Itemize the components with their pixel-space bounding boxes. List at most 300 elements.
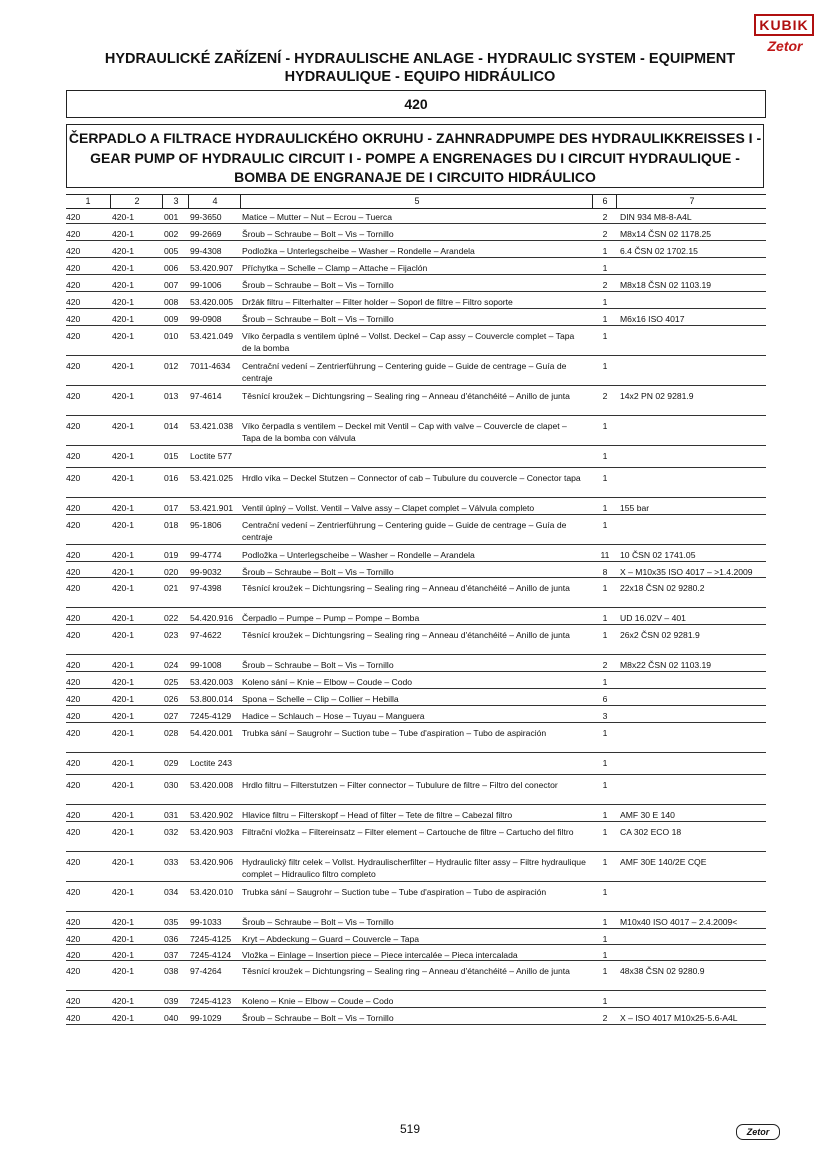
row-cell-group: 420 [66, 758, 81, 768]
row-cell-subgroup: 420-1 [112, 780, 134, 790]
row-divider [66, 497, 766, 498]
row-cell-subgroup: 420-1 [112, 887, 134, 897]
row-divider [66, 928, 766, 929]
row-cell-position: 008 [164, 297, 179, 307]
row-cell-group: 420 [66, 660, 81, 670]
row-cell-description: Hadice – Schlauch – Hose – Tuyau – Manguera [242, 711, 425, 721]
row-cell-position: 032 [164, 827, 179, 837]
row-cell-group: 420 [66, 827, 81, 837]
row-cell-note: M8x18 ČSN 02 1103.19 [620, 280, 712, 290]
table-row [66, 947, 766, 963]
table-row [66, 277, 766, 294]
row-cell-position: 037 [164, 950, 179, 960]
row-cell-quantity: 2 [602, 212, 608, 222]
table-row [66, 884, 766, 914]
row-cell-part-number: 54.420.001 [190, 728, 234, 738]
row-cell-group: 420 [66, 711, 81, 721]
row-cell-part-number: 53.421.025 [190, 473, 234, 483]
row-cell-position: 014 [164, 421, 179, 431]
row-cell-group: 420 [66, 280, 81, 290]
table-row [66, 448, 766, 470]
row-cell-position: 023 [164, 630, 179, 640]
row-divider [66, 445, 766, 446]
table-row [66, 725, 766, 755]
row-cell-position: 039 [164, 996, 179, 1006]
row-cell-subgroup: 420-1 [112, 583, 134, 593]
row-cell-subgroup: 420-1 [112, 421, 134, 431]
row-divider [66, 308, 766, 309]
row-cell-part-number: 99-1029 [190, 1013, 222, 1023]
row-divider [66, 544, 766, 545]
row-cell-subgroup: 420-1 [112, 613, 134, 623]
row-cell-subgroup: 420-1 [112, 229, 134, 239]
row-cell-group: 420 [66, 966, 81, 976]
row-cell-note: M10x40 ISO 4017 – 2.4.2009< [620, 917, 738, 927]
row-cell-quantity: 1 [602, 421, 608, 431]
row-cell-position: 006 [164, 263, 179, 273]
table-row [66, 500, 766, 517]
row-cell-quantity: 1 [602, 314, 608, 324]
row-cell-position: 022 [164, 613, 179, 623]
row-cell-position: 020 [164, 567, 179, 577]
row-cell-quantity: 1 [602, 473, 608, 483]
table-row [66, 418, 766, 448]
page-number: 519 [399, 1122, 421, 1136]
row-cell-description: Centrační vedení – Zentrierführung – Centering guide – Guide de centrage – Guía de centraje [242, 361, 567, 383]
row-cell-quantity: 2 [602, 229, 608, 239]
row-cell-quantity: 1 [602, 263, 608, 273]
row-cell-part-number: 7245-4125 [190, 934, 232, 944]
row-divider [66, 415, 766, 416]
row-divider [66, 671, 766, 672]
row-cell-description: Šroub – Schraube – Bolt – Vis – Tornillo [242, 1013, 394, 1023]
row-divider [66, 990, 766, 991]
row-cell-part-number: 7011-4634 [190, 361, 231, 371]
row-cell-description: Těsnící kroužek – Dichtungsring – Sealing ring – Anneau d'étanchéité – Anillo de junta [242, 583, 570, 593]
row-cell-note: 10 ČSN 02 1741.05 [620, 550, 696, 560]
table-row [66, 358, 766, 388]
row-cell-group: 420 [66, 934, 81, 944]
row-cell-part-number: Loctite 243 [190, 758, 233, 768]
row-cell-part-number: 7245-4123 [190, 996, 232, 1006]
row-cell-subgroup: 420-1 [112, 567, 134, 577]
row-cell-part-number: 53.420.903 [190, 827, 234, 837]
zetor-footer-logo: Zetor [736, 1124, 780, 1140]
row-divider [66, 223, 766, 224]
row-cell-position: 035 [164, 917, 179, 927]
row-cell-group: 420 [66, 887, 81, 897]
row-cell-part-number: 54.420.916 [190, 613, 234, 623]
row-cell-group: 420 [66, 583, 81, 593]
row-cell-part-number: 53.420.902 [190, 810, 234, 820]
row-cell-subgroup: 420-1 [112, 263, 134, 273]
row-cell-subgroup: 420-1 [112, 212, 134, 222]
table-row [66, 824, 766, 854]
row-cell-position: 024 [164, 660, 179, 670]
row-cell-part-number: 53.421.038 [190, 421, 234, 431]
row-cell-subgroup: 420-1 [112, 660, 134, 670]
row-cell-quantity: 1 [602, 810, 608, 820]
row-cell-position: 021 [164, 583, 179, 593]
table-row [66, 807, 766, 824]
row-cell-description: Podložka – Unterlegscheibe – Washer – Rondelle – Arandela [242, 246, 475, 256]
row-cell-note: UD 16.02V – 401 [620, 613, 686, 623]
row-cell-part-number: 53.420.005 [190, 297, 234, 307]
row-divider [66, 624, 766, 625]
row-cell-group: 420 [66, 421, 81, 431]
row-cell-note: 14x2 PN 02 9281.9 [620, 391, 694, 401]
row-cell-position: 001 [164, 212, 179, 222]
row-cell-position: 018 [164, 520, 179, 530]
row-cell-position: 033 [164, 857, 179, 867]
row-cell-part-number: 53.420.003 [190, 677, 234, 687]
row-divider [66, 577, 766, 578]
row-cell-description: Těsnící kroužek – Dichtungsring – Sealing ring – Anneau d'étanchéité – Anillo de junta [242, 966, 570, 976]
page-title [60, 50, 780, 86]
row-cell-quantity: 2 [602, 1013, 608, 1023]
row-cell-quantity: 1 [602, 297, 608, 307]
row-cell-quantity: 1 [602, 451, 608, 461]
row-cell-subgroup: 420-1 [112, 280, 134, 290]
row-divider [66, 325, 766, 326]
column-header-6: 6 [592, 195, 617, 208]
row-cell-part-number: 95-1806 [190, 520, 222, 530]
row-cell-part-number: 53.420.010 [190, 887, 234, 897]
table-row [66, 580, 766, 610]
column-header-4: 4 [188, 195, 241, 208]
row-cell-description: Držák filtru – Filterhalter – Filter holder – Soporl de filtre – Filtro soporte [242, 297, 513, 307]
row-cell-description: Trubka sání – Saugrohr – Suction tube – Tube d'aspiration – Tubo de aspiración [242, 887, 547, 897]
row-cell-part-number: 53.421.901 [190, 503, 234, 513]
row-cell-position: 013 [164, 391, 179, 401]
row-cell-description: Hydraulický filtr celek – Vollst. Hydraulischerfilter – Hydraulic filter assy – Filtre hydraulique complet – Hidraulico filtro completo [242, 857, 586, 879]
row-cell-note: X – ISO 4017 M10x25-5.6-A4L [620, 1013, 738, 1023]
row-cell-description: Hrdlo víka – Deckel Stutzen – Connector of cab – Tubulure du couvercle – Conector tapa [242, 473, 581, 483]
row-cell-description: Hlavice filtru – Filterskopf – Head of filter – Tete de filtre – Cabezal filtro [242, 810, 513, 820]
row-cell-description: Ventil úplný – Vollst. Ventil – Valve assy – Clapet complet – Válvula completo [242, 503, 535, 513]
row-cell-group: 420 [66, 613, 81, 623]
table-row [66, 1010, 766, 1027]
table-row [66, 610, 766, 627]
row-cell-part-number: 97-4622 [190, 630, 222, 640]
row-cell-quantity: 2 [602, 391, 608, 401]
row-cell-note: AMF 30 E 140 [620, 810, 675, 820]
row-divider [66, 960, 766, 961]
row-divider [66, 804, 766, 805]
row-cell-group: 420 [66, 677, 81, 687]
row-cell-quantity: 1 [602, 780, 608, 790]
row-cell-subgroup: 420-1 [112, 361, 134, 371]
row-cell-group: 420 [66, 263, 81, 273]
row-cell-subgroup: 420-1 [112, 550, 134, 560]
row-cell-group: 420 [66, 297, 81, 307]
row-cell-group: 420 [66, 391, 81, 401]
row-cell-subgroup: 420-1 [112, 677, 134, 687]
row-cell-subgroup: 420-1 [112, 1013, 134, 1023]
row-cell-group: 420 [66, 694, 81, 704]
row-cell-note: 22x18 ČSN 02 9280.2 [620, 583, 705, 593]
table-row [66, 708, 766, 725]
row-cell-quantity: 1 [602, 966, 608, 976]
title-line-2: HYDRAULIQUE - EQUIPO HIDRÁULICO [284, 69, 556, 85]
row-cell-position: 029 [164, 758, 179, 768]
row-cell-group: 420 [66, 331, 81, 341]
section-title [66, 124, 764, 188]
row-cell-subgroup: 420-1 [112, 917, 134, 927]
table-row [66, 627, 766, 657]
row-cell-note: 155 bar [620, 503, 650, 513]
row-cell-description: Těsnící kroužek – Dichtungsring – Sealing ring – Anneau d'étanchéité – Anillo de junta [242, 391, 570, 401]
row-cell-quantity: 1 [602, 728, 608, 738]
row-divider [66, 688, 766, 689]
column-header-2: 2 [110, 195, 163, 208]
row-cell-subgroup: 420-1 [112, 996, 134, 1006]
row-cell-note: DIN 934 M8-8-A4L [620, 212, 692, 222]
row-cell-description: Vložka – Einlage – Insertion piece – Piece intercalée – Pieca intercalada [242, 950, 518, 960]
column-header-7: 7 [616, 195, 767, 208]
row-cell-group: 420 [66, 857, 81, 867]
table-row [66, 914, 766, 931]
row-cell-quantity: 2 [602, 280, 608, 290]
row-cell-note: 6.4 ČSN 02 1702.15 [620, 246, 698, 256]
row-cell-position: 025 [164, 677, 179, 687]
row-cell-quantity: 1 [602, 950, 608, 960]
row-cell-note: 48x38 ČSN 02 9280.9 [620, 966, 705, 976]
column-header-row [66, 194, 766, 209]
row-cell-subgroup: 420-1 [112, 246, 134, 256]
row-cell-subgroup: 420-1 [112, 810, 134, 820]
row-cell-group: 420 [66, 503, 81, 513]
row-cell-group: 420 [66, 728, 81, 738]
row-cell-group: 420 [66, 1013, 81, 1023]
table-row [66, 388, 766, 418]
row-cell-subgroup: 420-1 [112, 934, 134, 944]
row-cell-quantity: 1 [602, 758, 608, 768]
row-cell-description: Šroub – Schraube – Bolt – Vis – Tornillo [242, 314, 394, 324]
row-cell-subgroup: 420-1 [112, 451, 134, 461]
row-cell-group: 420 [66, 780, 81, 790]
table-row [66, 547, 766, 564]
table-row [66, 657, 766, 674]
group-number: 420 [66, 90, 766, 118]
row-cell-position: 034 [164, 887, 179, 897]
row-cell-description: Těsnící kroužek – Dichtungsring – Sealing ring – Anneau d'étanchéité – Anillo de junta [242, 630, 570, 640]
row-cell-quantity: 1 [602, 630, 608, 640]
row-divider [66, 561, 766, 562]
row-cell-position: 026 [164, 694, 179, 704]
section-title-line-2: GEAR PUMP OF HYDRAULIC CIRCUIT I - POMPE A ENGRENAGES DU I CIRCUIT HYDRAULIQUE - [90, 149, 740, 166]
table-row [66, 294, 766, 311]
row-cell-part-number: 99-0908 [190, 314, 222, 324]
row-cell-note: X – M10x35 ISO 4017 – >1.4.2009 [620, 567, 753, 577]
row-cell-quantity: 1 [602, 583, 608, 593]
row-cell-position: 015 [164, 451, 179, 461]
row-cell-quantity: 1 [602, 361, 608, 371]
row-cell-subgroup: 420-1 [112, 503, 134, 513]
row-cell-group: 420 [66, 246, 81, 256]
row-cell-group: 420 [66, 567, 81, 577]
row-cell-group: 420 [66, 917, 81, 927]
row-cell-group: 420 [66, 950, 81, 960]
row-cell-position: 002 [164, 229, 179, 239]
row-cell-part-number: 99-1006 [190, 280, 222, 290]
row-cell-subgroup: 420-1 [112, 758, 134, 768]
row-cell-part-number: 97-4398 [190, 583, 222, 593]
row-cell-quantity: 6 [602, 694, 608, 704]
row-divider [66, 291, 766, 292]
row-cell-part-number: 99-4774 [190, 550, 222, 560]
row-cell-quantity: 11 [600, 550, 610, 560]
row-cell-quantity: 8 [602, 567, 608, 577]
row-divider [66, 355, 766, 356]
row-cell-position: 005 [164, 246, 179, 256]
table-row [66, 963, 766, 993]
row-cell-subgroup: 420-1 [112, 728, 134, 738]
row-cell-description: Spona – Schelle – Clip – Collier – Hebilla [242, 694, 399, 704]
row-cell-subgroup: 420-1 [112, 391, 134, 401]
row-cell-part-number: 99-1033 [190, 917, 222, 927]
row-cell-subgroup: 420-1 [112, 297, 134, 307]
section-title-line-3: BOMBA DE ENGRANAJE DE I CIRCUITO HIDRÁULICO [234, 169, 596, 185]
row-cell-subgroup: 420-1 [112, 331, 134, 341]
table-row [66, 470, 766, 500]
row-cell-group: 420 [66, 996, 81, 1006]
row-cell-position: 038 [164, 966, 179, 976]
row-cell-subgroup: 420-1 [112, 857, 134, 867]
row-cell-description: Šroub – Schraube – Bolt – Vis – Tornillo [242, 229, 394, 239]
row-cell-part-number: 97-4264 [190, 966, 222, 976]
row-cell-description: Trubka sání – Saugrohr – Suction tube – Tube d'aspiration – Tubo de aspiración [242, 728, 547, 738]
row-cell-description: Šroub – Schraube – Bolt – Vis – Tornillo [242, 280, 394, 290]
zetor-logo: Zetor [767, 38, 803, 54]
row-divider [66, 881, 766, 882]
row-cell-part-number: 99-4308 [190, 246, 222, 256]
column-header-1: 1 [85, 196, 91, 206]
kubik-zetor-logo [754, 14, 816, 54]
row-cell-part-number: 53.800.014 [190, 694, 234, 704]
table-row [66, 260, 766, 277]
table-row [66, 328, 766, 358]
row-cell-position: 036 [164, 934, 179, 944]
row-cell-quantity: 1 [602, 246, 608, 256]
row-cell-part-number: 53.421.049 [190, 331, 234, 341]
row-cell-subgroup: 420-1 [112, 473, 134, 483]
row-cell-part-number: 7245-4129 [190, 711, 232, 721]
table-row [66, 993, 766, 1010]
row-cell-subgroup: 420-1 [112, 950, 134, 960]
table-row [66, 226, 766, 243]
row-cell-group: 420 [66, 630, 81, 640]
row-cell-quantity: 1 [602, 613, 608, 623]
row-cell-quantity: 1 [602, 934, 608, 944]
table-row [66, 755, 766, 777]
row-cell-quantity: 1 [602, 677, 608, 687]
row-cell-subgroup: 420-1 [112, 711, 134, 721]
row-cell-subgroup: 420-1 [112, 694, 134, 704]
row-cell-description: Centrační vedení – Zentrierführung – Centering guide – Guide de centrage – Guía de centraje [242, 520, 567, 542]
row-divider [66, 705, 766, 706]
row-divider [66, 467, 766, 468]
section-title-line-1: ČERPADLO A FILTRACE HYDRAULICKÉHO OKRUHU - ZAHNRADPUMPE DES HYDRAULIKKREISSES I - [68, 130, 762, 146]
parts-list [66, 209, 766, 1027]
row-cell-position: 019 [164, 550, 179, 560]
kubik-logo: KUBIK [754, 14, 814, 36]
table-row [66, 564, 766, 580]
row-cell-description: Víko čerpadla s ventilem úplné – Vollst. Deckel – Cap assy – Couvercle complet – Tapa de la bomba [242, 331, 575, 353]
row-cell-subgroup: 420-1 [112, 630, 134, 640]
row-cell-quantity: 3 [602, 711, 608, 721]
row-divider [66, 1007, 766, 1008]
row-divider [66, 944, 766, 945]
row-cell-quantity: 1 [602, 996, 608, 1006]
row-cell-quantity: 1 [602, 503, 608, 513]
table-row [66, 777, 766, 807]
row-cell-quantity: 2 [602, 660, 608, 670]
row-cell-part-number: 53.420.906 [190, 857, 234, 867]
row-cell-position: 009 [164, 314, 179, 324]
row-cell-quantity: 1 [602, 331, 608, 341]
row-cell-group: 420 [66, 810, 81, 820]
row-cell-part-number: 99-3650 [190, 212, 222, 222]
table-row [66, 311, 766, 328]
row-cell-position: 010 [164, 331, 179, 341]
row-cell-position: 016 [164, 473, 179, 483]
row-divider [66, 774, 766, 775]
row-cell-note: AMF 30E 140/2E CQE [620, 857, 707, 867]
column-header-3: 3 [162, 195, 189, 208]
row-cell-group: 420 [66, 212, 81, 222]
row-cell-description: Víko čerpadla s ventilem – Deckel mit Ventil – Cap with valve – Couvercle de clapet – Tapa de la bomba con válvula [242, 421, 567, 443]
row-cell-group: 420 [66, 473, 81, 483]
row-cell-description: Matice – Mutter – Nut – Ecrou – Tuerca [242, 212, 392, 222]
row-cell-description: Podložka – Unterlegscheibe – Washer – Rondelle – Arandela [242, 550, 475, 560]
row-cell-position: 028 [164, 728, 179, 738]
row-cell-description: Šroub – Schraube – Bolt – Vis – Tornillo [242, 567, 394, 577]
row-divider [66, 851, 766, 852]
row-divider [66, 257, 766, 258]
row-cell-description: Hrdlo filtru – Filterstutzen – Filter connector – Tubulure de filtre – Filtro del conector [242, 780, 558, 790]
table-row [66, 674, 766, 691]
row-divider [66, 607, 766, 608]
row-cell-subgroup: 420-1 [112, 827, 134, 837]
row-divider [66, 654, 766, 655]
row-cell-position: 030 [164, 780, 179, 790]
row-cell-position: 007 [164, 280, 179, 290]
row-divider [66, 752, 766, 753]
row-cell-part-number: Loctite 577 [190, 451, 233, 461]
row-cell-group: 420 [66, 229, 81, 239]
row-cell-description: Příchytka – Schelle – Clamp – Attache – Fijaclón [242, 263, 428, 273]
row-cell-part-number: 99-9032 [190, 567, 222, 577]
row-cell-quantity: 1 [602, 827, 608, 837]
row-cell-note: 26x2 ČSN 02 9281.9 [620, 630, 700, 640]
row-divider [66, 1024, 766, 1025]
table-row [66, 209, 766, 226]
row-divider [66, 514, 766, 515]
row-divider [66, 722, 766, 723]
row-cell-description: Koleno – Knie – Elbow – Coude – Codo [242, 996, 394, 1006]
row-cell-subgroup: 420-1 [112, 314, 134, 324]
row-cell-quantity: 1 [602, 857, 608, 867]
column-header-5: 5 [240, 195, 593, 208]
row-cell-group: 420 [66, 520, 81, 530]
row-cell-position: 040 [164, 1013, 179, 1023]
row-cell-part-number: 97-4614 [190, 391, 222, 401]
row-cell-group: 420 [66, 451, 81, 461]
row-cell-group: 420 [66, 550, 81, 560]
row-cell-description: Koleno sání – Knie – Elbow – Coude – Codo [242, 677, 413, 687]
table-row [66, 691, 766, 708]
